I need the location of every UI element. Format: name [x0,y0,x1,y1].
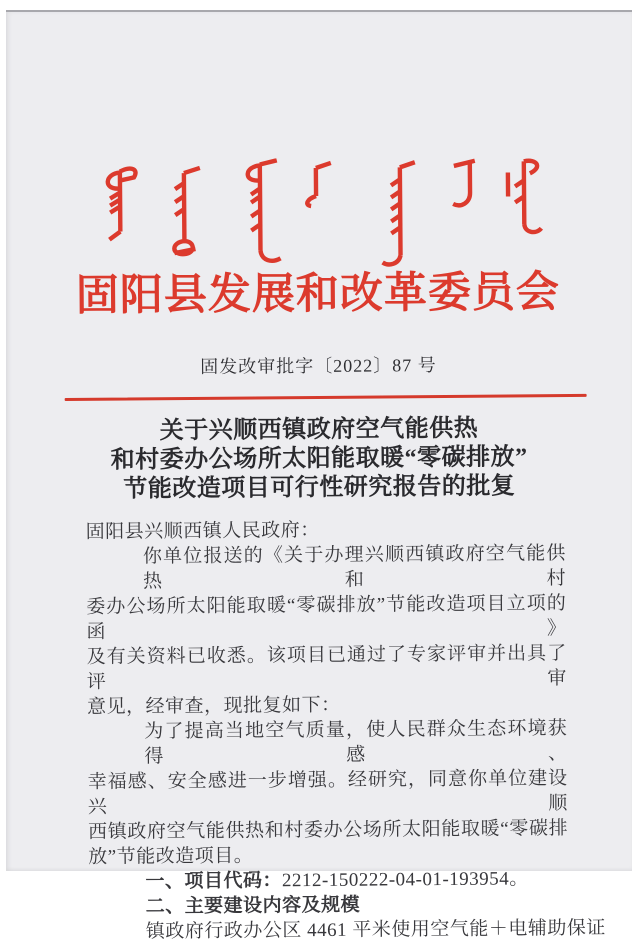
body-line-segment: 放”节能改造项目。 [88,845,254,868]
body-line-segment: 西镇政府空气能供热和村委办公场所太阳能取暖“零碳排 [87,818,569,843]
body-line [87,641,567,695]
document-content [3,10,636,943]
body-line [88,766,568,820]
body-line [86,591,566,645]
body-line [86,541,566,595]
body-line-segment: 2212-150222-04-01-193954。 [281,868,529,892]
org-title: 固阳县发展和改革委员会 [75,269,561,320]
body-line [88,866,568,895]
document-title-line: 关于兴顺西镇政府空气能供热 [159,415,479,445]
body-line-segment: 固阳县兴顺西镇人民政府： [85,519,320,543]
body-line [86,516,566,545]
body-line [87,716,567,770]
body-line [87,691,567,720]
body-line-segment: 你单位报送的《关于办理兴顺西镇政府空气能供热和村 [142,543,567,593]
body-line-segment: 幸福感、安全感进一步增强。经研究，同意你单位建设兴顺 [87,768,568,818]
document-title-line: 和村委办公场所太阳能取暖“零碳排放” [110,444,528,474]
body-text [85,516,606,945]
body-line-bold-segment: 二、主要建设内容及规模 [145,894,361,918]
body-line-bold-segment: 一、项目代码： [145,870,283,893]
document-title-line: 节能改造项目可行性研究报告的批复 [123,473,516,503]
body-line [89,891,569,920]
paper-sheet [6,10,632,943]
body-line-segment: 镇政府行政办公区 4461 平米使用空气能＋电辅助保证 [145,917,606,943]
body-line [89,916,606,945]
body-line-segment: 委办公场所太阳能取暖“零碳排放”节能改造项目立项的函》 [86,593,567,643]
document-title [6,414,633,506]
doc-number: 固发改审批字〔2022〕87 号 [200,355,437,377]
red-divider-rule [65,394,587,401]
body-line-segment: 意见，经审查，现批复如下： [86,694,341,718]
body-line-segment: 及有关资料已收悉。该项目已通过了专家评审并出具了评审 [86,643,567,693]
body-line [88,841,568,870]
body-line-segment: 为了提高当地空气质量，使人民群众生态环境获得感、 [144,718,568,768]
body-line [88,816,568,845]
